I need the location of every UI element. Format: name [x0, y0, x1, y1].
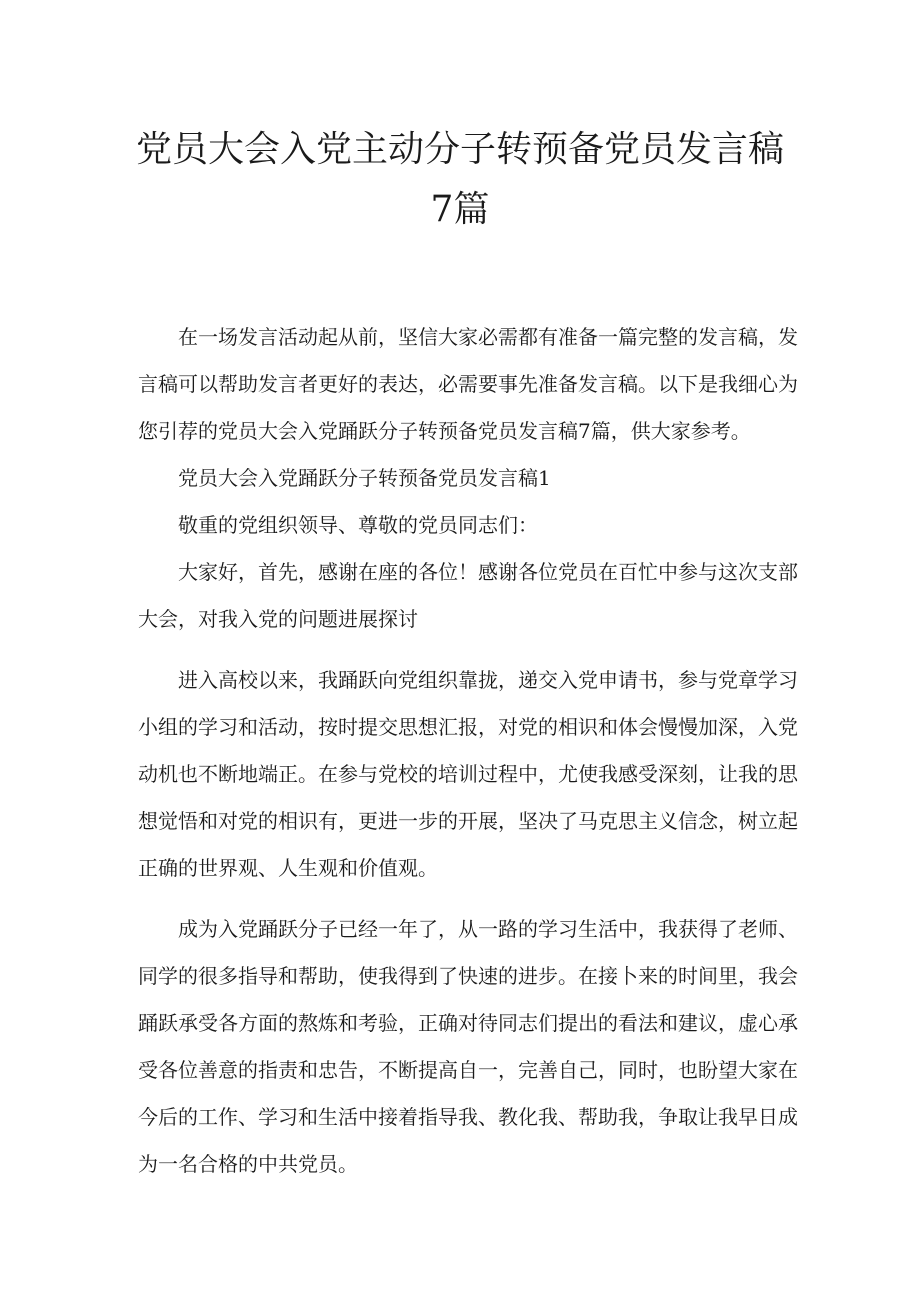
paragraph-salutation: 敬重的党组织领导、尊敬的党员同志们：: [178, 513, 538, 537]
paragraph-intro: 在一场发言活动起从前，坚信大家必需都有准备一篇完整的发言稿，发言稿可以帮助发言者更好的表达，必需要事先准备发言稿。以下是我细心为您引荐的党员大会入党踊跃分子转预备党员发言稿7篇，供大家参考。: [138, 325, 798, 443]
paragraph-greeting: 大家好，首先，感谢在座的各位！感谢各位党员在百忙中参与这次支部大会，对我入党的问题进展探讨: [138, 560, 798, 631]
paragraph-one-year: 成为入党踊跃分子已经一年了，从一路的学习生活中，我获得了老师、同学的很多指导和帮助，使我得到了快速的进步。在接卜来的时间里，我会踊跃承受各方面的熬炼和考验，正确对待同志们提出的看法和建议，虚心承受各位善意的指责和忠告，不断提高自一，完善自己，同时，也盼望大家在今后的工作、学习和生活中接着指导我、教化我、帮助我，争取让我早日成为一名合格的中共党员。: [138, 917, 798, 1176]
paragraph-section-heading: 党员大会入党踊跃分子转预备党员发言稿1: [178, 466, 551, 490]
paragraph-university: 进入高校以来，我踊跃向党组织靠拢，递交入党申请书，参与党章学习小组的学习和活动，按时提交思想汇报，对党的相识和体会慢慢加深，入党动机也不断地端正。在参与党校的培训过程中，尤使我感受深刻，让我的思想觉悟和对党的相识有，更进一步的开展，坚决了马克思主义信念，树立起正确的世界观、人生观和价值观。: [138, 668, 798, 880]
document-title: 党员大会入党主动分子转预备党员发言稿7篇: [135, 129, 784, 230]
document-body: [138, 314, 798, 1188]
